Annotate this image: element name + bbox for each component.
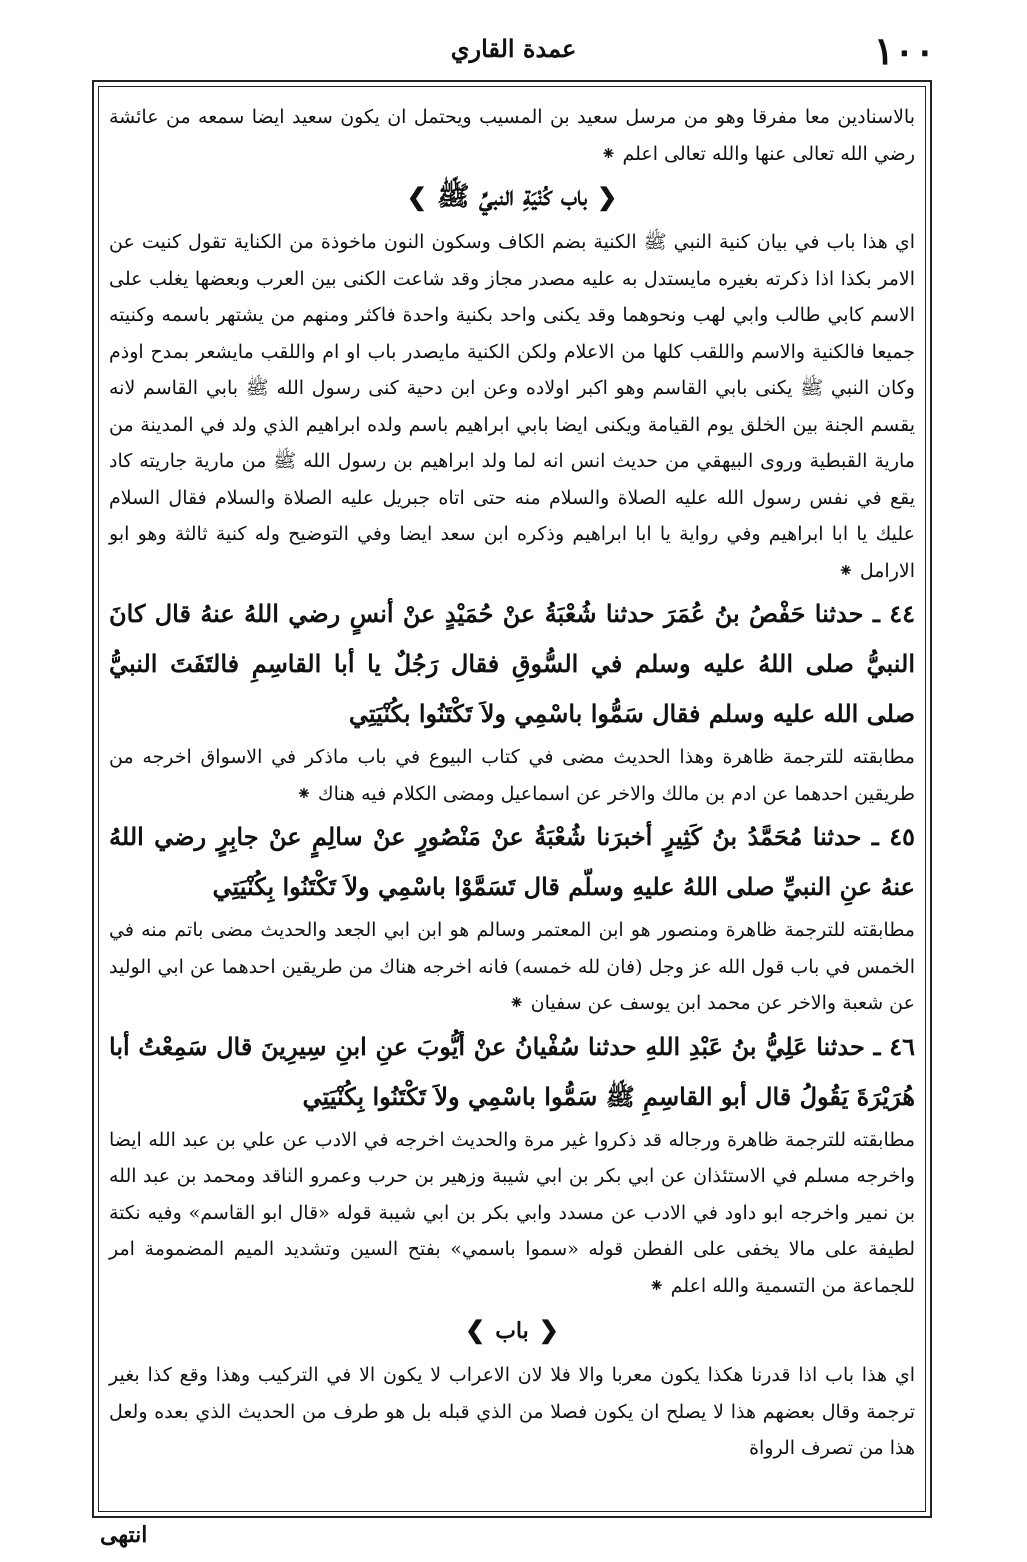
ornament-right-icon: ❮ — [538, 1315, 559, 1344]
running-title: عمدة القاري — [450, 34, 577, 63]
page-number: ١٠٠ — [873, 28, 935, 73]
paragraph-bab-commentary: اي هذا باب اذا قدرنا هكذا يكون معربا والا فلا لان الاعراب لا يكون الا في التركيب وهذا وقع كذا بغير ترجمة وقال بعضهم هذا لا يصلح ان يكون فصلا من الذي قبله بل هو طرف من الحديث الذي بعده ولعل هذا من تصرف الرواة — [109, 1364, 915, 1459]
paragraph-intro: بالاسنادين معا مفرقا وهو من مرسل سعيد بن المسيب ويحتمل ان يكون سعيد ايضا سمعه من عائشة رضي الله تعالى عنها والله تعالى اعلم ⁕ — [109, 106, 915, 165]
hadith-45: ٤٥ ـ حدثنا مُحَمَّدُ بنُ كَثِيرٍ أخبرَنا شُعْبَةُ عنْ مَنْصُورٍ عنْ سالِمٍ عنْ جابِرٍ رضي اللهُ عنهُ عنِ النبيِّ صلى اللهُ عليهِ وسلّم قال تَسَمَّوْا باسْمِي ولاَ تَكْتَنُوا بِكُنْيَتِي — [109, 822, 915, 901]
text-frame — [92, 80, 932, 1518]
page-header — [90, 28, 937, 78]
chapter-heading-bab — [109, 1310, 915, 1351]
ornament-left-icon: ❯ — [406, 182, 427, 211]
hadith-46: ٤٦ ـ حدثنا عَلِيُّ بنُ عَبْدِ اللهِ حدثنا سُفْيانُ عنْ أيُّوبَ عنِ ابنِ سِيرِينَ قال سَمِعْتُ أبا هُرَيْرَةَ يَقُولُ قال أبو القاسِمِ ﷺ سَمُّوا باسْمِي ولاَ تَكْتَنُوا بِكُنْيَتِي — [109, 1031, 915, 1111]
hadith-44: ٤٤ ـ حدثنا حَفْصُ بنُ عُمَرَ حدثنا شُعْبَةُ عنْ حُمَيْدٍ عنْ أنسٍ رضي اللهُ عنهُ قال كانَ النبيُّ صلى اللهُ عليه وسلم في السُّوقِ فقال رَجُلٌ يا أبا القاسِمِ فالتَفَتَ النبيُّ صلى الله عليه وسلم فقال سَمُّوا باسْمِي ولاَ تَكْتَنُوا بكُنْيَتِي — [109, 599, 915, 728]
ornament-right-icon: ❮ — [597, 182, 618, 211]
chapter-heading-bab-text: باب — [495, 1318, 529, 1344]
paragraph-commentary-kunya: اي هذا باب في بيان كنية النبي ﷺ الكنية بضم الكاف وسكون النون ماخوذة من الكناية تقول كنيت عن الامر بكذا اذا ذكرته بغيره مايستدل به عليه مصدر مجاز وقد شاعت الكنى بين العرب وبعضها يغلب على الاسم كابي طالب وابي لهب ونحوهما وقد يكنى واحد بكنية واحدة فاكثر ومنهم من يشتهر باسمه وكنيته جميعا فالكنية والاسم واللقب كلها من الاعلام ولكن الكنية مايصدر باب او ام واللقب مايشعر بمدح اوذم وكان النبي ﷺ يكنى بابي القاسم وهو اكبر اولاده وعن ابن دحية كنى رسول الله ﷺ بابي القاسم لانه يقسم الجنة بين الخلق يوم القيامة ويكنى ايضا بابي ابراهيم باسم ولده ابراهيم الذي ولد في المدينة من مارية القبطية وروى البيهقي من حديث انس انه لما ولد ابراهيم بن رسول الله ﷺ من مارية جاريته كاد يقع في نفس رسول الله عليه الصلاة والسلام منه حتى اتاه جبريل عليه الصلاة والسلام فقال السلام عليك يا ابا ابراهيم وفي رواية يا ابا ابراهيم وذكره ابن سعد ايضا وفي التوضيح وله كنية ثالثة وهو ابو الارامل ⁕ — [109, 231, 915, 582]
chapter-heading-kunya — [109, 174, 915, 220]
chapter-heading-text: باب كُنْيَةِ النبيِّ ﷺ — [436, 181, 588, 212]
commentary-46: مطابقته للترجمة ظاهرة ورجاله قد ذكروا غير مرة والحديث اخرجه في الادب عن علي بن عبد الله ايضا واخرجه مسلم في الاستئذان عن ابي بكر بن ابي شيبة وزهير بن حرب وعمرو الناقد ومحمد بن عبد الله بن نمير واخرجه ابو داود في الادب عن مسدد وابي بكر بن ابي شيبة قوله «قال ابو القاسم» وفيه نكتة لطيفة على مالا يخفى على الفطن قوله «سموا باسمي» بفتح السين وتشديد الميم المضمومة امر للجماعة من التسمية والله اعلم ⁕ — [109, 1128, 915, 1297]
catchword: انتهى — [100, 1522, 148, 1548]
commentary-44: مطابقته للترجمة ظاهرة وهذا الحديث مضى في كتاب البيوع في باب ماذكر في الاسواق اخرجه من طريقين احدهما عن ادم بن مالك والاخر عن اسماعيل ومضى الكلام فيه هناك ⁕ — [109, 746, 915, 805]
ornament-left-icon: ❯ — [465, 1315, 486, 1344]
inner-frame — [98, 86, 926, 1512]
commentary-45: مطابقته للترجمة ظاهرة ومنصور هو ابن المعتمر وسالم هو ابن ابي الجعد والحديث مضى باتم منه في الخمس في باب قول الله عز وجل (فان لله خمسه) فانه اخرجه هناك من طريقين احدهما عن ابي الوليد عن شعبة والاخر عن محمد ابن يوسف عن سفيان ⁕ — [109, 919, 915, 1014]
text-body — [99, 87, 925, 1467]
